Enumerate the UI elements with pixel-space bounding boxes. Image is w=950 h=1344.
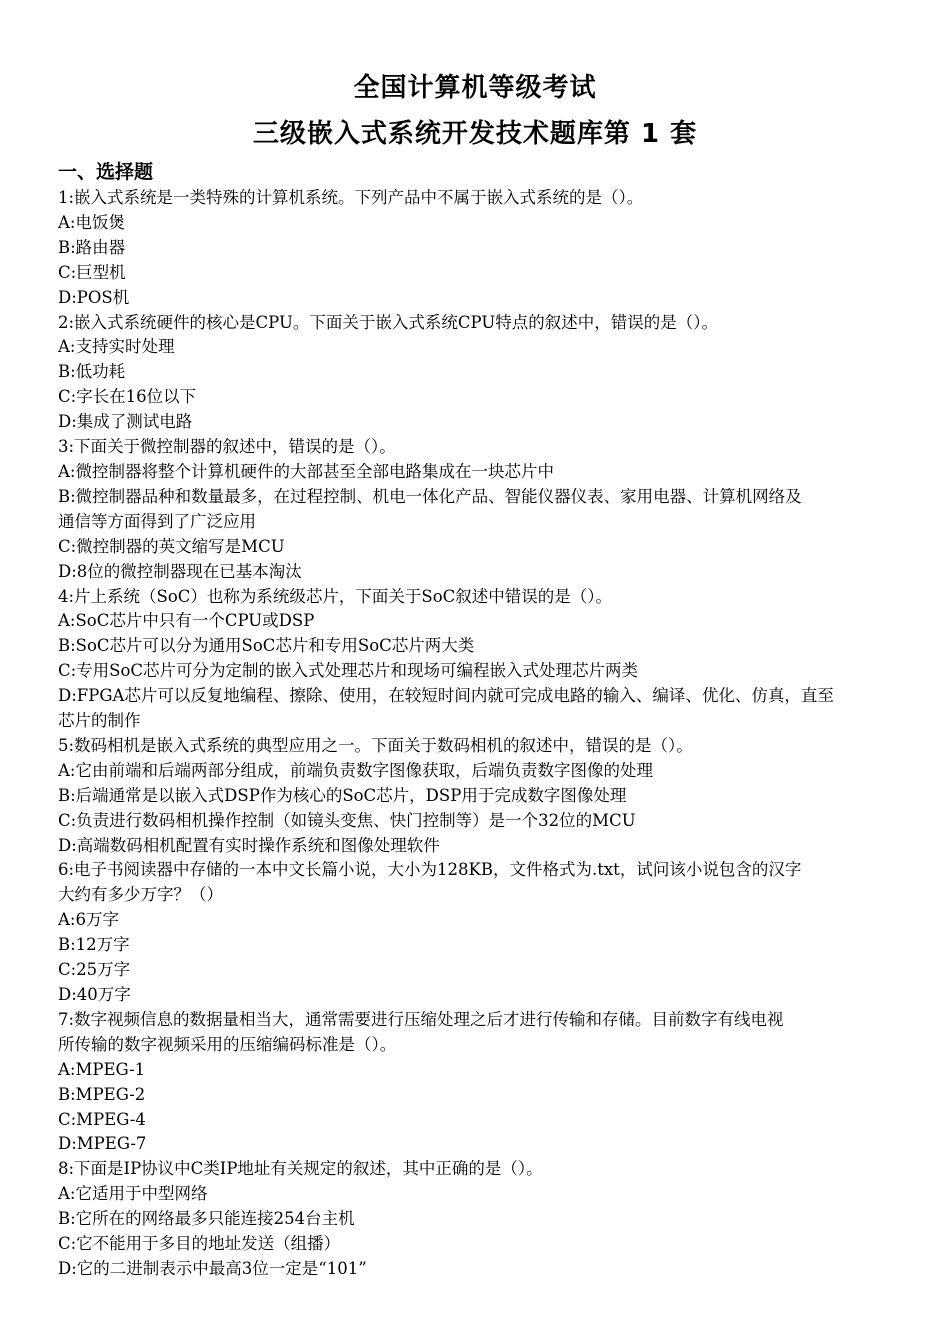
text-line: C:25万字 bbox=[58, 960, 131, 980]
text-line: C:负责进行数码相机操作控制（如镜头变焦、快门控制等）是一个32位的MCU bbox=[58, 810, 636, 830]
text-line: C:它不能用于多目的地址发送（组播） bbox=[58, 1234, 341, 1254]
text-line: 3:下面关于微控制器的叙述中，错误的是（）。 bbox=[58, 437, 396, 457]
text-line: D:40万字 bbox=[58, 985, 131, 1004]
text-line: 8:下面是IP协议中C类IP地址有关规定的叙述，其中正确的是（）。 bbox=[58, 1159, 543, 1179]
text-line: 4:片上系统（SoC）也称为系统级芯片，下面关于SoC叙述中错误的是（）。 bbox=[58, 586, 613, 606]
text-line: B:SoC芯片可以分为通用SoC芯片和专用SoC芯片两大类 bbox=[58, 636, 475, 656]
text-line: 6:电子书阅读器中存储的一本中文长篇小说，大小为128KB，文件格式为.txt，试问该小说包含的汉字 bbox=[58, 860, 802, 880]
document-subtitle: 三级嵌入式系统开发技术题库第 1 套 bbox=[252, 119, 698, 149]
text-line: A:它适用于中型网络 bbox=[58, 1184, 208, 1204]
text-line: C:MPEG-4 bbox=[58, 1109, 146, 1129]
text-line: B:MPEG-2 bbox=[58, 1084, 146, 1104]
text-line: D:FPGA芯片可以反复地编程、擦除、使用，在较短时间内就可完成电路的输入、编译、优化、仿真，直至 bbox=[58, 686, 834, 706]
text-line: A:电饭煲 bbox=[58, 212, 125, 232]
text-line: A:微控制器将整个计算机硬件的大部甚至全部电路集成在一块芯片中 bbox=[58, 461, 554, 481]
section-heading: 一、选择题 bbox=[58, 161, 154, 183]
text-line: A:MPEG-1 bbox=[58, 1059, 146, 1079]
text-line: 所传输的数字视频采用的压缩编码标准是（）。 bbox=[58, 1034, 397, 1054]
text-line: 2:嵌入式系统硬件的核心是CPU。下面关于嵌入式系统CPU特点的叙述中，错误的是（）。 bbox=[58, 312, 718, 332]
text-line: C:微控制器的英文缩写是MCU bbox=[58, 536, 285, 556]
text-line: B:低功耗 bbox=[58, 362, 126, 382]
text-line: 大约有多少万字？（） bbox=[58, 885, 223, 905]
text-line: 通信等方面得到了广泛应用 bbox=[58, 511, 256, 531]
text-line: D:它的二进制表示中最高3位一定是“101” bbox=[58, 1258, 367, 1278]
text-line: B:12万字 bbox=[58, 935, 130, 955]
text-line: D:集成了测试电路 bbox=[58, 412, 193, 432]
document-title: 全国计算机等级考试 bbox=[353, 73, 597, 103]
text-line: C:字长在16位以下 bbox=[58, 387, 197, 407]
text-line: 芯片的制作 bbox=[58, 711, 141, 731]
text-line: B:后端通常是以嵌入式DSP作为核心的SoC芯片，DSP用于完成数字图像处理 bbox=[58, 785, 627, 805]
text-line: A:支持实时处理 bbox=[58, 337, 175, 357]
text-line: C:巨型机 bbox=[58, 262, 126, 282]
text-line: A:它由前端和后端两部分组成，前端负责数字图像获取，后端负责数字图像的处理 bbox=[58, 760, 653, 780]
text-line: A:6万字 bbox=[58, 910, 119, 930]
text-line: D:MPEG-7 bbox=[58, 1134, 147, 1154]
text-line: B:它所在的网络最多只能连接254台主机 bbox=[58, 1209, 355, 1229]
text-line: D:高端数码相机配置有实时操作系统和图像处理软件 bbox=[58, 835, 440, 855]
text-line: D:8位的微控制器现在已基本淘汰 bbox=[58, 561, 302, 581]
text-line: C:专用SoC芯片可分为定制的嵌入式处理芯片和现场可编程嵌入式处理芯片两类 bbox=[58, 661, 639, 681]
text-line: 5:数码相机是嵌入式系统的典型应用之一。下面关于数码相机的叙述中，错误的是（）。 bbox=[58, 735, 693, 755]
text-line: 7:数字视频信息的数据量相当大，通常需要进行压缩处理之后才进行传输和存储。目前数字有线电视 bbox=[58, 1009, 784, 1029]
text-line: B:微控制器品种和数量最多，在过程控制、机电一体化产品、智能仪器仪表、家用电器、计算机网络及 bbox=[58, 486, 802, 506]
text-line: 1:嵌入式系统是一类特殊的计算机系统。下列产品中不属于嵌入式系统的是（）。 bbox=[58, 188, 644, 207]
text-line: D:POS机 bbox=[58, 287, 130, 307]
text-line: B:路由器 bbox=[58, 237, 126, 257]
text-line: A:SoC芯片中只有一个CPU或DSP bbox=[58, 611, 315, 631]
question-list bbox=[58, 186, 898, 1282]
